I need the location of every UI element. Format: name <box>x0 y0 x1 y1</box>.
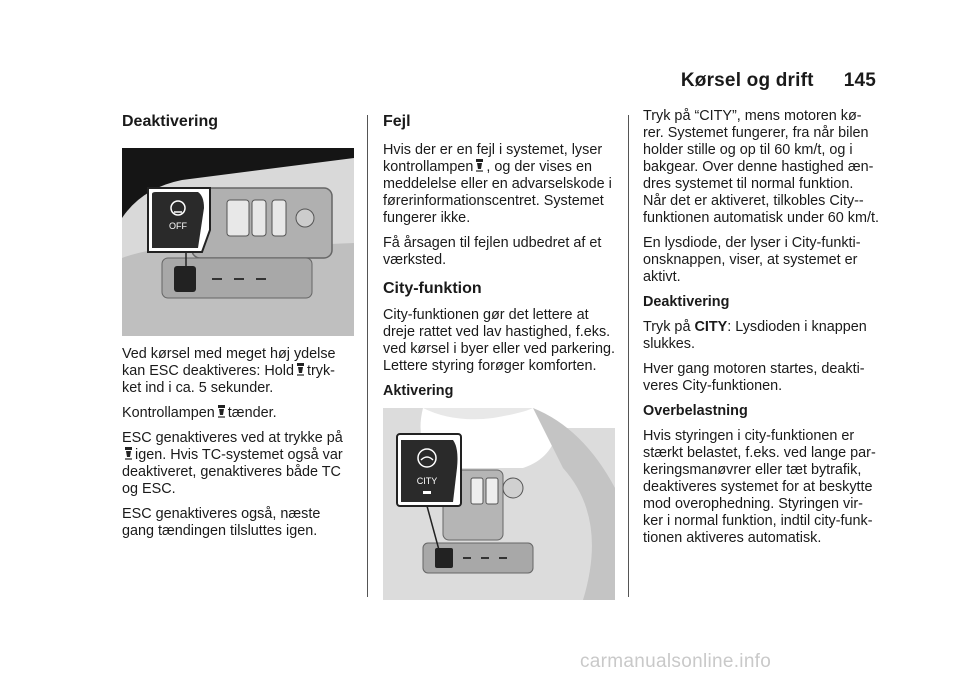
section-heading-fejl: Fejl <box>383 113 411 130</box>
section-title: Kørsel og drift <box>680 70 814 91</box>
esc-warning-icon <box>475 159 484 173</box>
subheading-aktivering: Aktivering <box>383 383 454 399</box>
section-heading-city-funktion: City-funktion <box>383 280 482 297</box>
off-label: OFF <box>169 221 187 231</box>
column-3: Tryk på “CITY”, mens motoren kø-rer. Systemet fungerer, fra når bilen holder stille og op til 60 km/t, og i bakgear. Over denne hastighed æn-dres systemet til normal funktion. Når det er aktiveret, tilkobles City-- funktionen automatisk under 60 km/t. En lysdiode, der lyser i City-funkti-onsknappen, viser, at systemet er aktivt. Deaktivering Tryk på CITY: Lysdioden i knappen slukkes. Hver gang motoren startes, deakti-veres City-funktionen. Overbelastning Hvis styringen i city-funktionen er stærkt belastet, f.eks. ved lange par-keringsmanøvrer eller tæt bytrafik, deaktiveres systemet for at beskytte mod overophedning. Styringen vir-ker i normal funktion, indtil city-funk-tionen aktiveres automatisk. <box>643 108 879 546</box>
column-2: Fejl Hvis der er en fejl i systemet, lyser kontrollampen , og der vises en meddelelse eller en advarselskode i førerinformationscentret. Systemet fungerer ikke. Få årsagen til fejlen udbedret af et værksted. City-funktion City-funktionen gør det lettere at dreje rattet ved lav hastighed, f.eks. ved kørsel i byer eller ved parkering. Lettere styring forøger komforten. Aktivering CITY <box>383 108 615 600</box>
page-number: 145 <box>843 70 876 91</box>
subheading-deaktivering: Deaktivering <box>643 294 730 310</box>
city-button-figure <box>383 408 615 600</box>
column-divider <box>367 115 368 597</box>
esc-off-button-figure <box>122 148 354 336</box>
city-label: CITY <box>416 476 438 486</box>
esc-warning-icon <box>296 363 305 377</box>
column-1: Deaktivering OFF Ved kørsel med meget høj ydelse kan ESC deaktiveres: Hold tryk-ket ind i ca. 5 sekunder. Kontrollampen tænder. ESC genaktiveres ved at trykke påigen. Hvis TC-systemet også var deaktiveret, genaktiveres både TC og ESC. ESC genaktiveres også, næste gang tændingen tilsluttes igen. <box>122 108 354 548</box>
subheading-overbelastning: Overbelastning <box>643 403 748 419</box>
column-divider <box>628 115 629 597</box>
esc-warning-icon <box>124 447 133 461</box>
esc-warning-icon <box>217 405 226 419</box>
section-heading-deaktivering: Deaktivering <box>122 113 219 130</box>
page-header <box>681 70 876 92</box>
watermark: carmanualsonline.info <box>580 651 772 672</box>
